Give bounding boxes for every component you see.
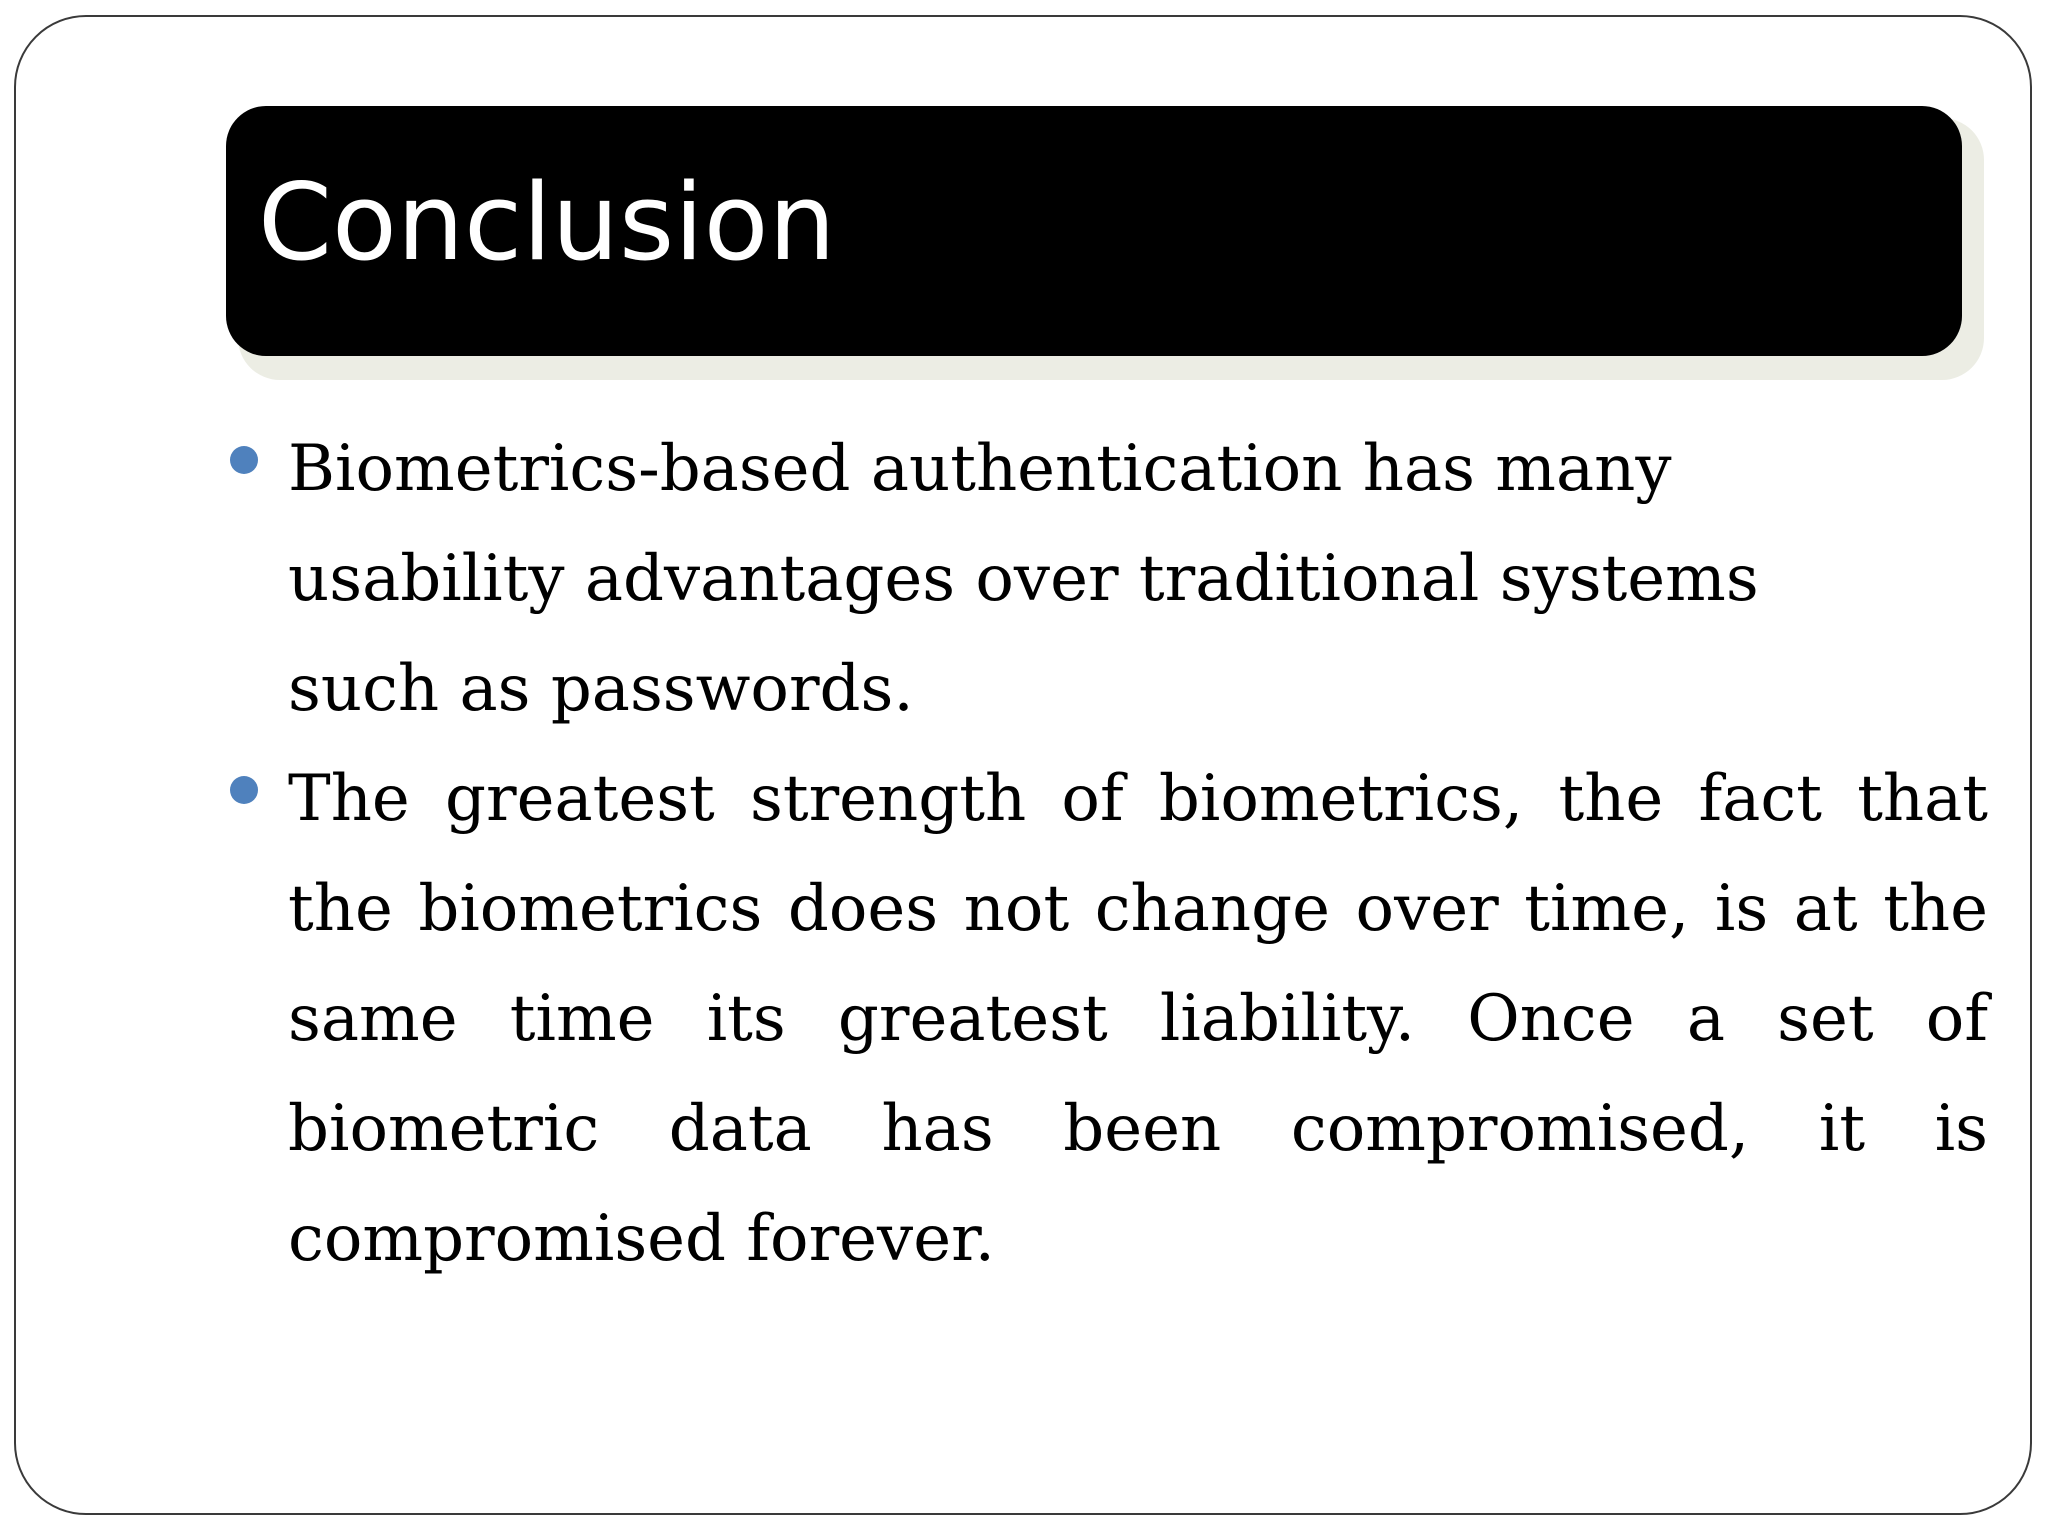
bullet-item [226, 744, 1988, 1294]
bullet-list [226, 414, 1988, 1294]
bullet-text: Biometrics-based authentication has many usability advantages over traditional systems such as passwords. [288, 432, 1759, 726]
bullet-dot-icon [230, 446, 258, 474]
slide-title: Conclusion [258, 161, 836, 284]
bullet-item [226, 414, 1888, 744]
title-bar [226, 106, 1962, 356]
bullet-text: The greatest strength of biometrics, the fact that the biometrics does not change over time, is at the same time its greatest liability. Once a set of biometric data has been compromised, it is compromised forever. [288, 762, 1988, 1276]
bullet-dot-icon [230, 776, 258, 804]
